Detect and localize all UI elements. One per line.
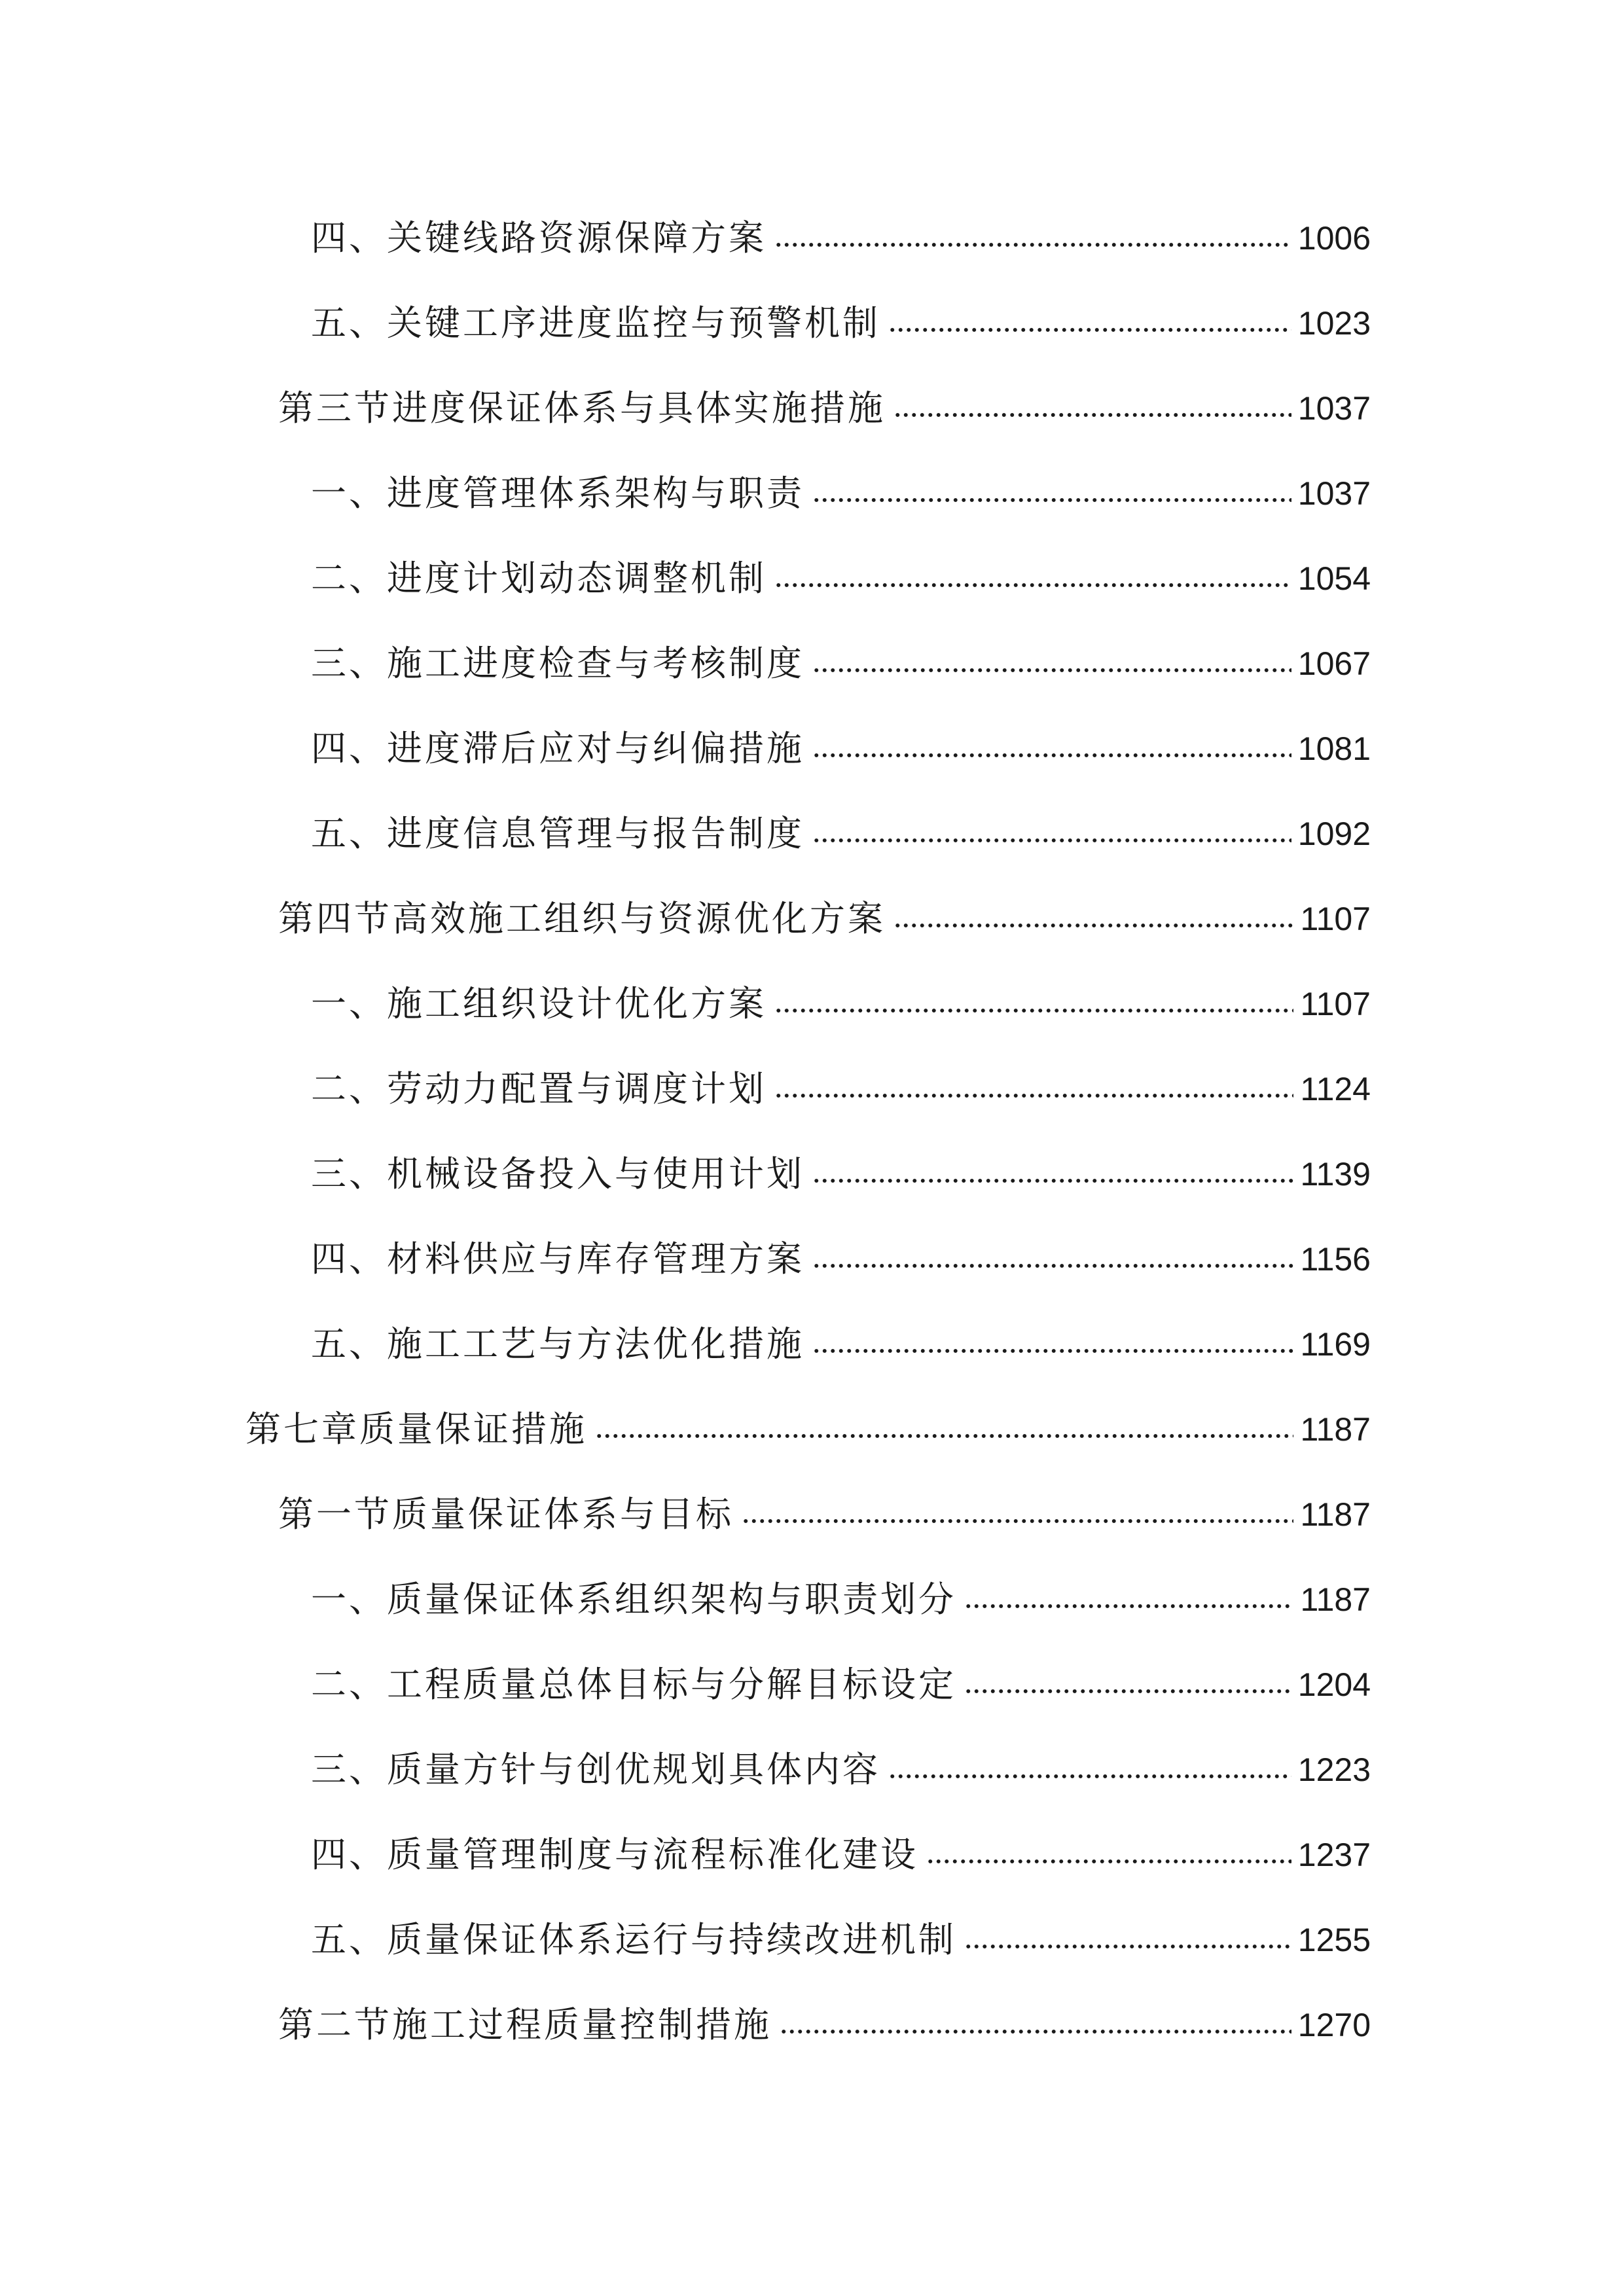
- toc-page-number: 1204: [1297, 1666, 1371, 1703]
- toc-page-number: 1092: [1297, 816, 1371, 852]
- toc-page-number: 1006: [1297, 220, 1371, 257]
- toc-entry-title: 二、进度计划动态调整机制: [311, 558, 767, 599]
- toc-entry[interactable]: [0, 552, 1624, 605]
- toc-page-number: 1270: [1297, 2007, 1371, 2043]
- toc-entry-title: 四、关键线路资源保障方案: [311, 217, 767, 259]
- toc-entry-title: 一、质量保证体系组织架构与职责划分: [311, 1579, 956, 1620]
- toc-page-number: 1023: [1297, 305, 1371, 342]
- toc-entry-title: 第一节质量保证体系与目标: [278, 1494, 734, 1535]
- toc-page-number: 1037: [1297, 475, 1371, 512]
- toc-entry-title: 五、质量保证体系运行与持续改进机制: [311, 1919, 956, 1960]
- toc-dot-leader: [742, 1518, 1293, 1524]
- toc-entry[interactable]: [0, 637, 1624, 690]
- toc-page-number: 1237: [1297, 1837, 1371, 1873]
- toc-entry-title: 二、工程质量总体目标与分解目标设定: [311, 1664, 956, 1705]
- toc-entry-title: 五、施工工艺与方法优化措施: [311, 1323, 804, 1365]
- toc-entry[interactable]: [0, 382, 1624, 435]
- toc-dot-leader: [780, 2028, 1291, 2035]
- toc-entry[interactable]: [0, 723, 1624, 775]
- toc-page-number: 1187: [1300, 1496, 1371, 1533]
- toc-entry[interactable]: [0, 1063, 1624, 1115]
- toc-entry-title: 五、关键工序进度监控与预警机制: [311, 302, 880, 344]
- toc-dot-leader: [812, 1177, 1293, 1184]
- toc-dot-leader: [774, 242, 1291, 248]
- toc-page-number: 1067: [1297, 645, 1371, 682]
- toc-entry[interactable]: [0, 808, 1624, 860]
- toc-entry[interactable]: [0, 467, 1624, 520]
- toc-dot-leader: [964, 1688, 1291, 1695]
- toc-page-number: 1037: [1297, 390, 1371, 427]
- toc-entry[interactable]: [0, 1829, 1624, 1881]
- toc-entry-title: 二、劳动力配置与调度计划: [311, 1068, 767, 1109]
- toc-entry-title: 第三节进度保证体系与具体实施措施: [278, 387, 886, 429]
- toc-page-number: 1169: [1300, 1326, 1371, 1363]
- toc-entry[interactable]: [0, 1744, 1624, 1796]
- toc-dot-leader: [926, 1858, 1291, 1865]
- toc-page-number: 1107: [1300, 986, 1371, 1022]
- toc-dot-leader: [812, 497, 1291, 503]
- toc-entry-title: 四、质量管理制度与流程标准化建设: [311, 1834, 918, 1875]
- toc-entry-title: 五、进度信息管理与报告制度: [311, 813, 804, 854]
- toc-page-number: 1187: [1300, 1411, 1371, 1448]
- toc-dot-leader: [893, 922, 1293, 929]
- toc-dot-leader: [774, 1007, 1293, 1014]
- toc-page-number: 1223: [1297, 1751, 1371, 1788]
- toc-entry[interactable]: [0, 893, 1624, 945]
- toc-page-number: 1124: [1300, 1071, 1371, 1107]
- toc-entry-title: 三、施工进度检查与考核制度: [311, 643, 804, 684]
- toc-entry-title: 四、材料供应与库存管理方案: [311, 1238, 804, 1280]
- toc-dot-leader: [812, 837, 1291, 844]
- toc-dot-leader: [774, 582, 1291, 588]
- toc-entry[interactable]: [0, 212, 1624, 264]
- toc-page-number: 1187: [1300, 1581, 1371, 1618]
- toc-page-number: 1139: [1300, 1156, 1371, 1193]
- toc-dot-leader: [888, 327, 1291, 333]
- toc-entry-title: 一、进度管理体系架构与职责: [311, 473, 804, 514]
- toc-entry-title: 第四节高效施工组织与资源优化方案: [278, 898, 886, 939]
- toc-entry[interactable]: [0, 1999, 1624, 2051]
- toc-entry[interactable]: [0, 1318, 1624, 1371]
- toc-entry[interactable]: [0, 978, 1624, 1030]
- toc-entry[interactable]: [0, 1488, 1624, 1541]
- toc-entry-title: 三、机械设备投入与使用计划: [311, 1153, 804, 1194]
- toc-dot-leader: [964, 1603, 1293, 1609]
- toc-entry-title: 第二节施工过程质量控制措施: [278, 2004, 772, 2045]
- toc-page-number: 1107: [1300, 901, 1371, 937]
- toc-entry-title: 第七章质量保证措施: [245, 1408, 587, 1450]
- toc-page-number: 1081: [1297, 730, 1371, 767]
- toc-dot-leader: [888, 1773, 1291, 1780]
- toc-entry[interactable]: [0, 1914, 1624, 1966]
- toc-dot-leader: [893, 412, 1291, 418]
- toc-dot-leader: [964, 1943, 1291, 1950]
- toc-dot-leader: [812, 1348, 1293, 1354]
- toc-entry[interactable]: [0, 1148, 1624, 1200]
- toc-dot-leader: [812, 1263, 1293, 1269]
- toc-entry[interactable]: [0, 1573, 1624, 1626]
- toc-entry[interactable]: [0, 1403, 1624, 1456]
- toc-page-number: 1156: [1300, 1241, 1371, 1278]
- toc-entry-title: 四、进度滞后应对与纠偏措施: [311, 728, 804, 769]
- toc-page-number: 1054: [1297, 560, 1371, 597]
- toc-dot-leader: [595, 1433, 1293, 1439]
- toc-entry[interactable]: [0, 1659, 1624, 1711]
- toc-entry-title: 一、施工组织设计优化方案: [311, 983, 767, 1024]
- toc-dot-leader: [812, 667, 1291, 673]
- toc-entry[interactable]: [0, 297, 1624, 350]
- toc-entry[interactable]: [0, 1233, 1624, 1285]
- toc-page-number: 1255: [1297, 1922, 1371, 1958]
- toc-dot-leader: [774, 1092, 1293, 1099]
- toc-entry-title: 三、质量方针与创优规划具体内容: [311, 1749, 880, 1790]
- toc-dot-leader: [812, 752, 1291, 759]
